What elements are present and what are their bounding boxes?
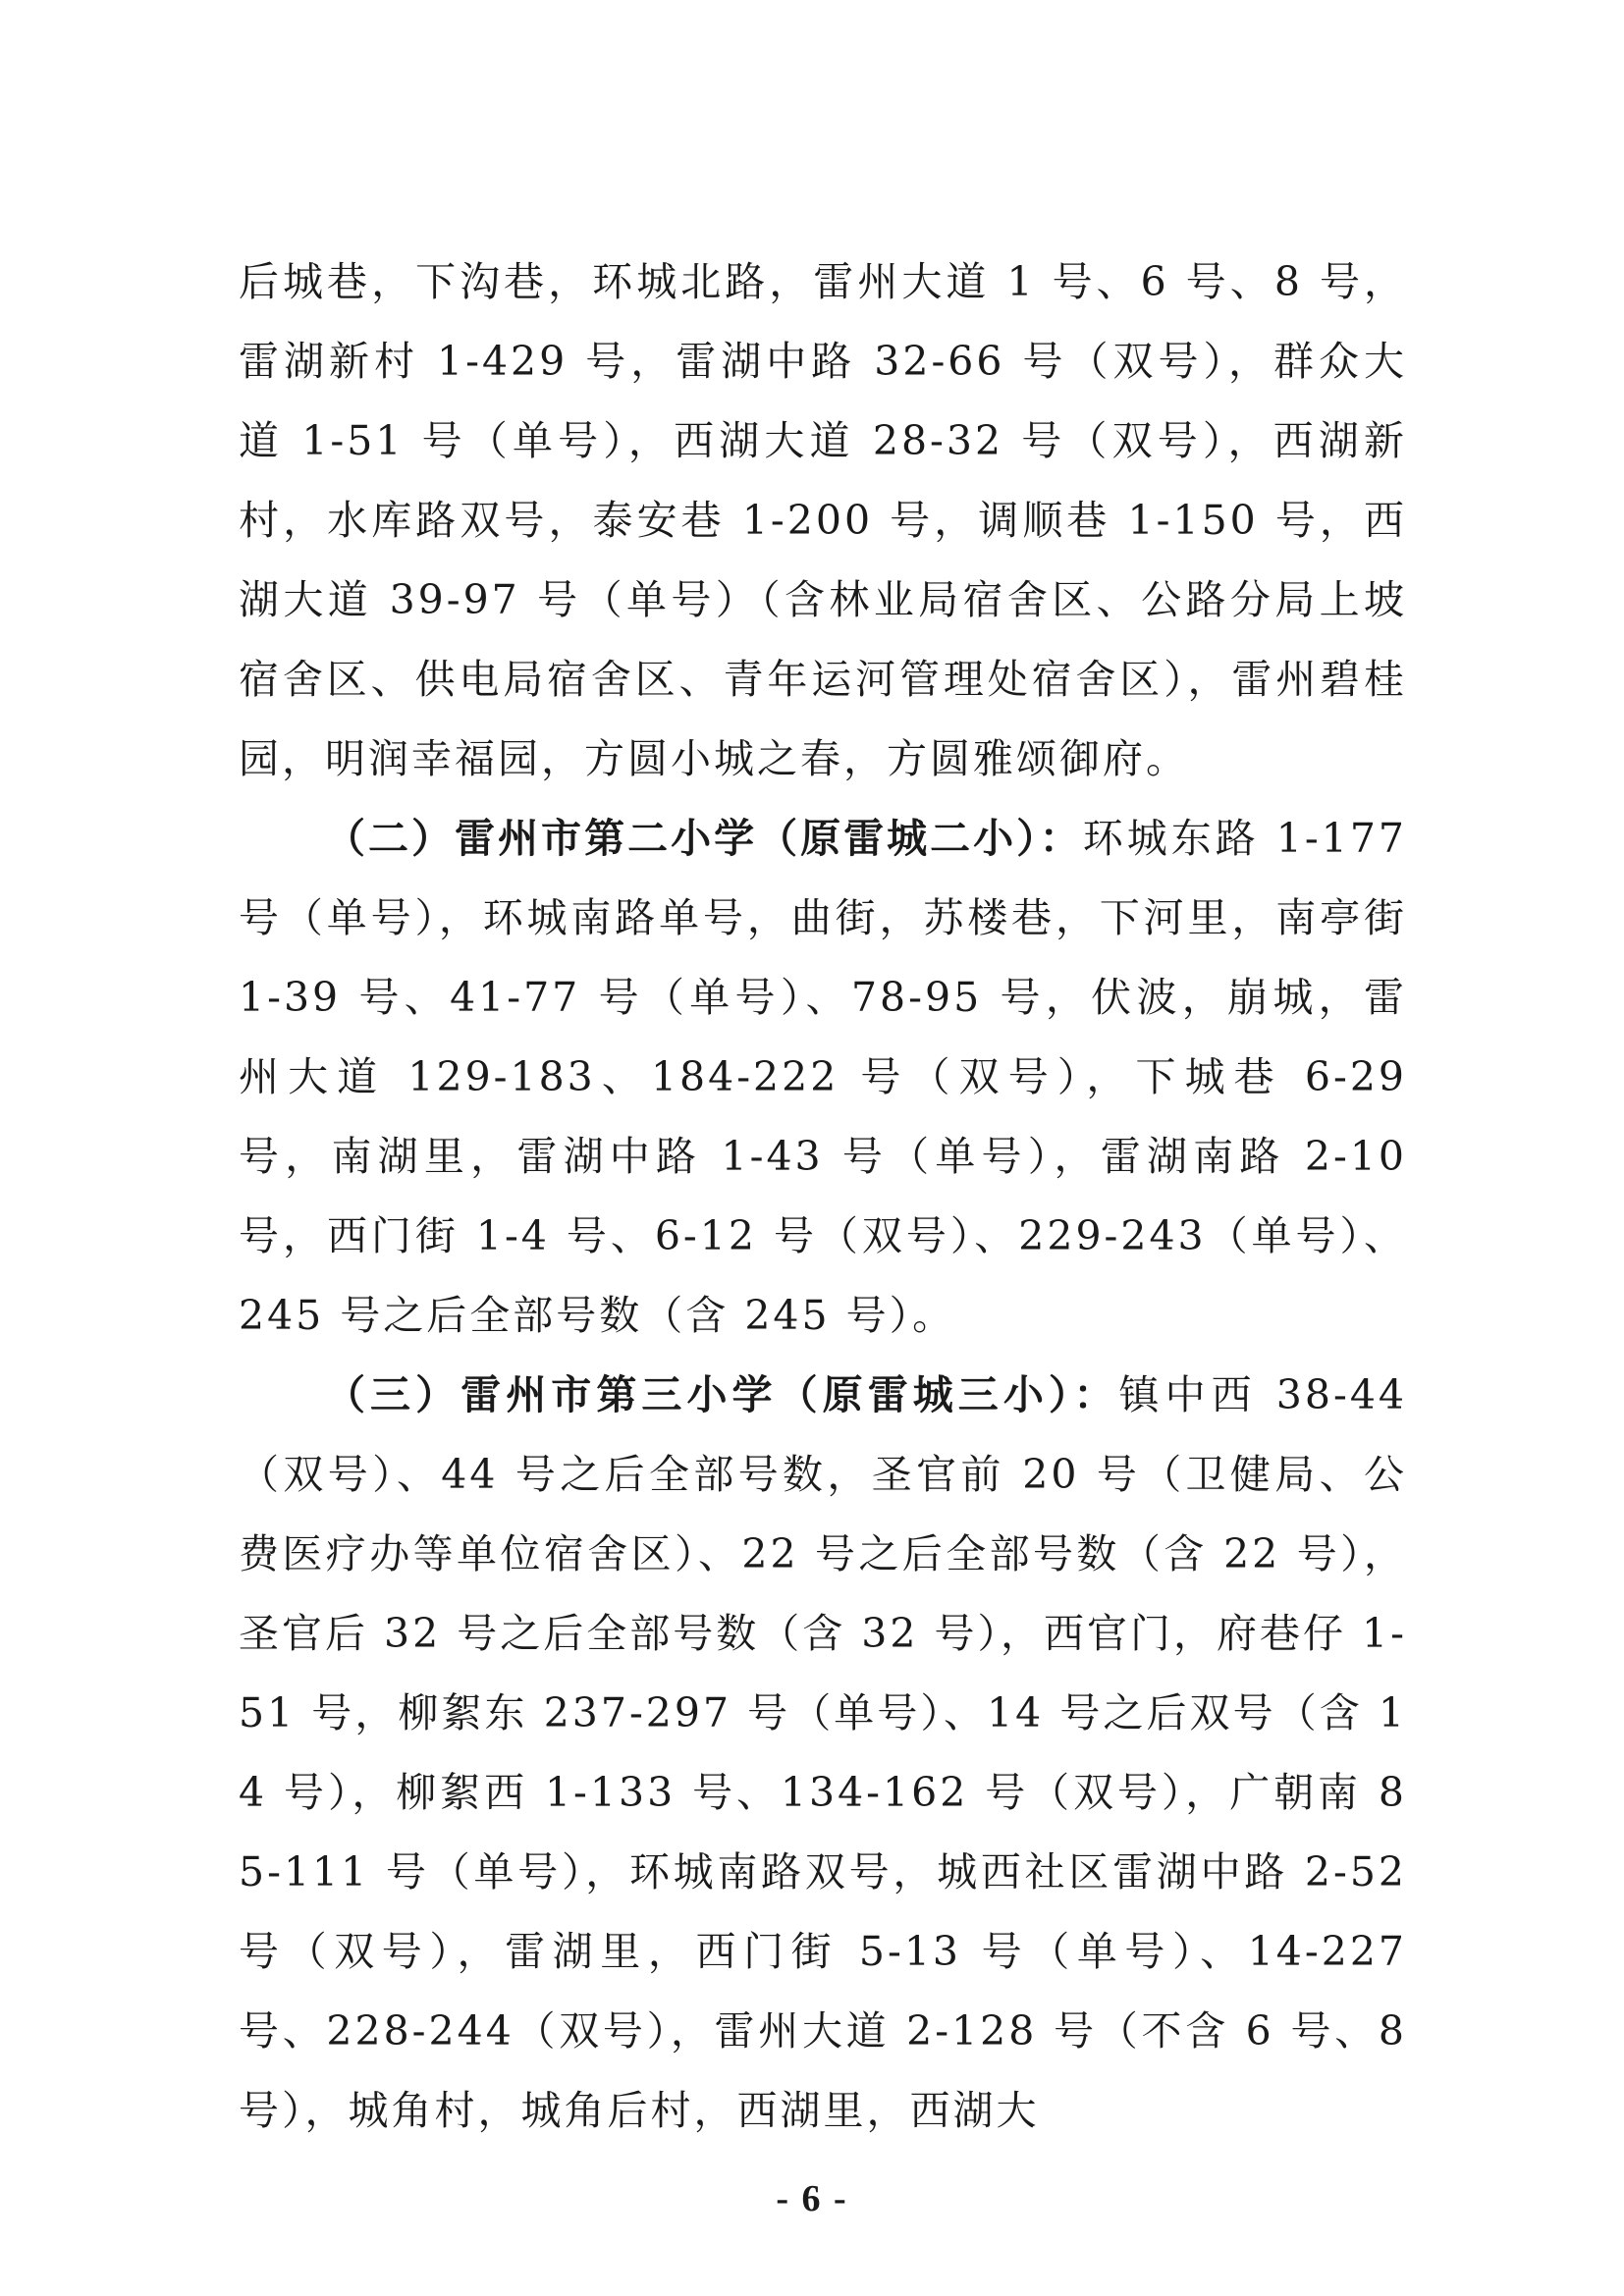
section-second-primary-school (239, 799, 1407, 1356)
section-heading-2: （二）雷州市第二小学（原雷城二小）： (325, 815, 1083, 862)
paragraph-1-body: 后城巷，下沟巷，环城北路，雷州大道 1 号、6 号、8 号，雷湖新村 1-429 号，雷湖中路 32-66 号（双号），群众大道 1-51 号（单号），西湖大道 28-32 号（双号），西湖新村，水库路双号，泰安巷 1-200 号，调顺巷 1-150 号，西湖大道 39-97 号（单号）（含林业局宿舍区、公路分局上坡宿舍区、供电局宿舍区、青年运河管理处宿舍区），雷州碧桂园，明润幸福园，方圆小城之春，方圆雅颂御府。 (239, 258, 1407, 782)
paragraph-3 (239, 1356, 1407, 2151)
paragraph-continuation (239, 242, 1407, 799)
paragraph-3-body: 镇中西 38-44（双号）、44 号之后全部号数，圣官前 20 号（卫健局、公费医疗办等单位宿舍区）、22 号之后全部号数（含 22 号），圣官后 32 号之后全部号数（含 32 号），西官门，府巷仔 1-51 号，柳絮东 237-297 号（单号）、14 号之后双号（含 14 号），柳絮西 1-133 号、134-162 号（双号），广朝南 85-111 号（单号），环城南路双号，城西社区雷湖中路 2-52 号（双号），雷湖里，西门街 5-13 号（单号）、14-227 号、228-244（双号），雷州大道 2-128 号（不含 6 号、8 号），城角村，城角后村，西湖里，西湖大 (239, 1371, 1408, 2134)
section-heading-3: （三）雷州市第三小学（原雷城三小）： (325, 1371, 1119, 1418)
section-third-primary-school (239, 1356, 1407, 2151)
paragraph-2-body: 环城东路 1-177 号（单号），环城南路单号，曲街，苏楼巷，下河里，南亭街 1-39 号、41-77 号（单号）、78-95 号，伏波，崩城，雷州大道 129-183、184-222 号（双号），下城巷 6-29 号，南湖里，雷湖中路 1-43 号（单号），雷湖南路 2-10 号，西门街 1-4 号、6-12 号（双号）、229-243（单号）、245 号之后全部号数（含 245 号）。 (239, 815, 1408, 1339)
paragraph-2 (239, 799, 1407, 1356)
page-number: - 6 - (776, 2178, 848, 2219)
